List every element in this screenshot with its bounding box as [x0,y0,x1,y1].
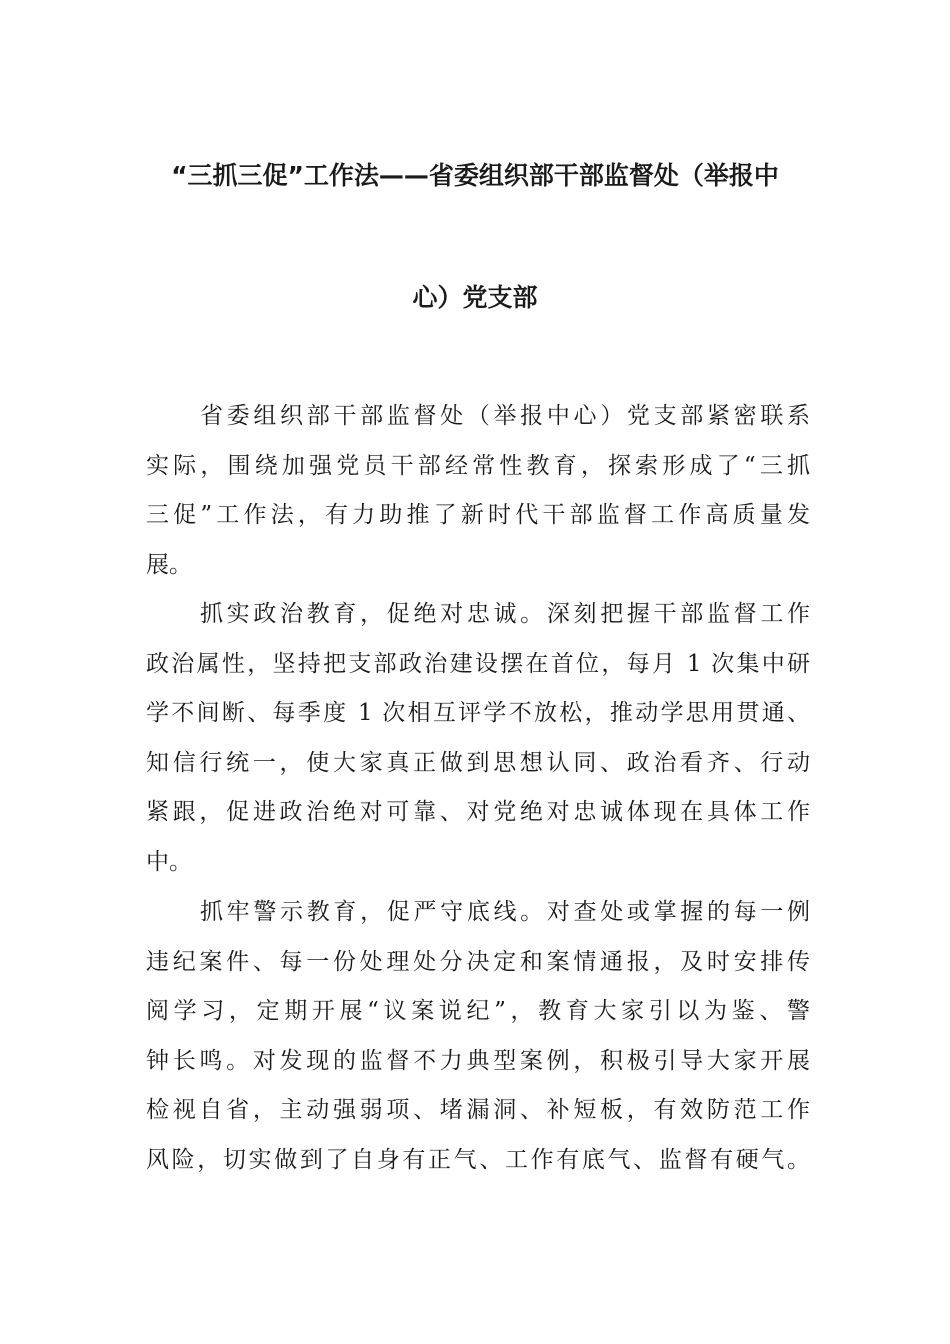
paragraph-line: 实际，围绕加强党员干部经常性教育，探索形成了“三抓 [146,452,810,479]
paragraph-line: 省委组织部干部监督处（举报中心）党支部紧密联系 [200,403,810,429]
paragraph-line: 中。 [146,848,192,875]
document-title-line-1: “三抓三促”工作法——省委组织部干部监督处（举报中 [171,161,779,190]
paragraph-line: 抓牢警示教育，促严守底线。对查处或掌握的每一例 [200,899,810,925]
paragraph-line: 阅学习，定期开展“议案说纪”，教育大家引以为鉴、警 [146,998,810,1025]
paragraph-line: 紧跟，促进政治绝对可靠、对党绝对忠诚体现在具体工作 [146,799,810,826]
paragraph-line: 钟长鸣。对发现的监督不力典型案例，积极引导大家开展 [146,1047,810,1074]
paragraph-intro [146,392,810,590]
paragraph-line: 展。 [146,551,192,578]
paragraph-line: 政治属性，坚持把支部政治建设摆在首位，每月 1 次集中研 [146,650,810,677]
paragraph-warning-education [146,888,810,1186]
paragraph-line: 检视自省，主动强弱项、堵漏洞、补短板，有效防范工作 [146,1097,810,1124]
paragraph-line: 学不间断、每季度 1 次相互评学不放松，推动学思用贯通、 [146,700,810,727]
paragraph-line: 三促”工作法，有力助推了新时代干部监督工作高质量发 [146,502,810,529]
paragraph-line: 知信行统一，使大家真正做到思想认同、政治看齐、行动 [146,749,810,776]
paragraph-political-education [146,590,810,888]
paragraph-line: 违纪案件、每一份处理处分决定和案情通报，及时安排传 [146,948,810,975]
paragraph-line: 风险，切实做到了自身有正气、工作有底气、监督有硬气。 [146,1146,810,1173]
document-title-line-2: 心）党支部 [412,283,538,312]
paragraph-line: 抓实政治教育，促绝对忠诚。深刻把握干部监督工作 [200,601,810,627]
